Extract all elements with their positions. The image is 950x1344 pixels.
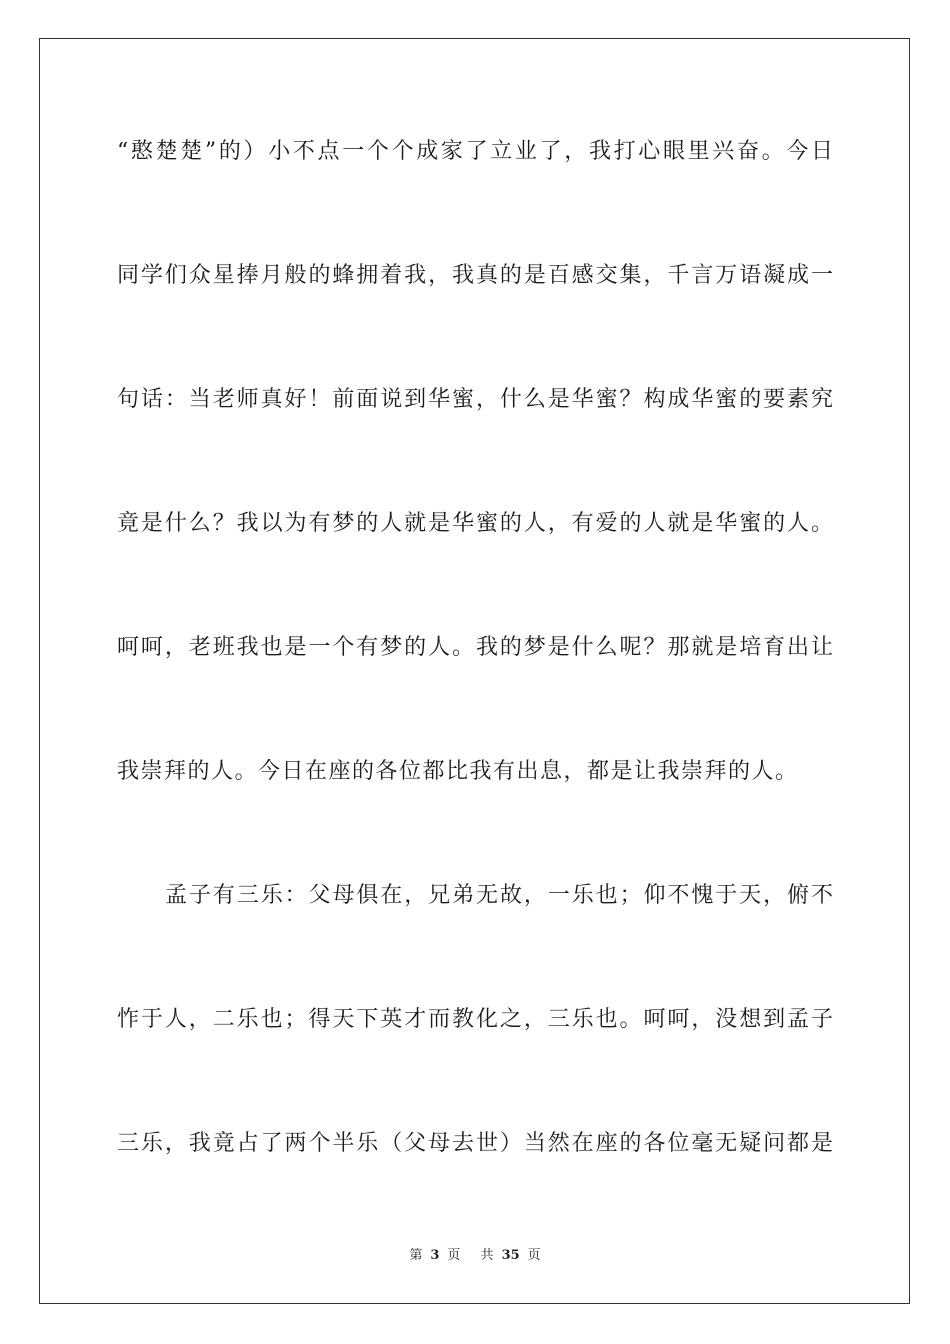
body-line: 三乐，我竟占了两个半乐（父母去世）当然在座的各位毫无疑问都是	[117, 1131, 833, 1156]
total-prefix: 共	[480, 1248, 494, 1263]
total-unit: 页	[527, 1248, 541, 1263]
page-total	[477, 1248, 545, 1263]
body-line-paragraph-start: 孟子有三乐：父母俱在，兄弟无故，一乐也；仰不愧于天，俯不	[165, 883, 833, 908]
body-line: 怍于人，二乐也；得天下英才而教化之，三乐也。呵呵，没想到孟子	[117, 1007, 833, 1032]
body-line: “憨楚楚”的）小不点一个个成家了立业了，我打心眼里兴奋。今日	[117, 139, 833, 164]
body-line: 我崇拜的人。今日在座的各位都比我有出息，都是让我崇拜的人。	[117, 759, 799, 784]
page-border	[39, 38, 910, 1304]
total-page-number: 35	[501, 1248, 520, 1263]
body-line: 同学们众星捧月般的蜂拥着我，我真的是百感交集，千言万语凝成一	[117, 263, 833, 288]
page-unit: 页	[447, 1248, 461, 1263]
body-line: 句话：当老师真好！前面说到华蜜，什么是华蜜？构成华蜜的要素究	[117, 387, 833, 412]
page-number	[405, 1248, 464, 1263]
page-prefix: 第	[409, 1248, 423, 1263]
current-page-number: 3	[430, 1248, 440, 1263]
page-footer	[0, 1248, 950, 1264]
body-line: 竟是什么？我以为有梦的人就是华蜜的人，有爱的人就是华蜜的人。	[117, 511, 833, 536]
body-line: 呵呵，老班我也是一个有梦的人。我的梦是什么呢？那就是培育出让	[117, 635, 833, 660]
